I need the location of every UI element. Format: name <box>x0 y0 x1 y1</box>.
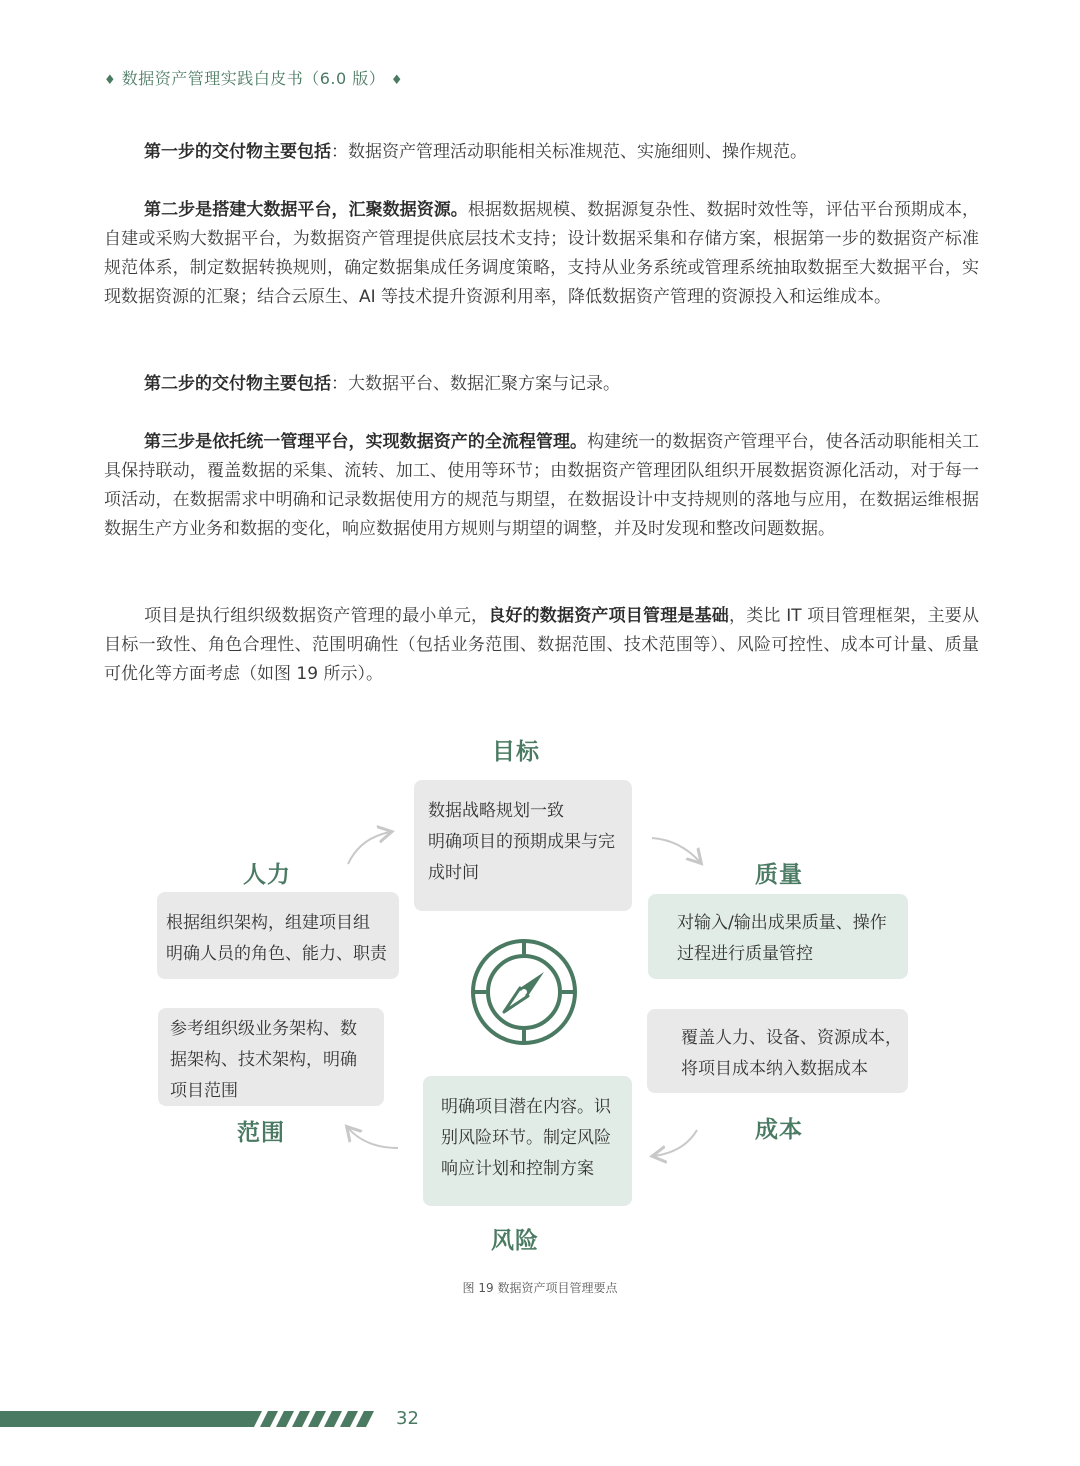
box-line: 明确项目的预期成果与完 <box>428 832 615 852</box>
box-line: 覆盖人力、设备、资源成本， <box>681 1028 902 1048</box>
label-cost: 成本 <box>755 1117 803 1143</box>
footer-stripe-bar <box>0 1411 374 1427</box>
paragraph-text: ：数据资产管理活动职能相关标准规范、实施细则、操作规范。 <box>331 142 807 162</box>
compass-icon <box>473 941 575 1043</box>
box-line: 明确人员的角色、能力、职责 <box>166 944 387 964</box>
paragraph-bold-lead: 第一步的交付物主要包括 <box>144 142 331 162</box>
box-scope <box>158 1008 384 1106</box>
cycle-arrow-people-goal <box>348 832 390 864</box>
label-goal: 目标 <box>492 739 540 765</box>
box-line: 对输入/输出成果质量、操作 <box>677 913 887 933</box>
page-number: 32 <box>396 1408 419 1429</box>
diamond-icon: ♦ <box>390 73 404 88</box>
box-line: 据架构、技术架构，明确 <box>170 1050 357 1070</box>
paragraph-bold-lead: 第三步是依托统一管理平台，实现数据资产的全流程管理。 <box>144 432 588 452</box>
paragraph-text: ：大数据平台、数据汇聚方案与记录。 <box>331 374 620 394</box>
box-line: 明确项目潜在内容。识 <box>441 1097 611 1117</box>
box-line: 过程进行质量管控 <box>677 944 813 964</box>
box-line: 项目范围 <box>170 1081 238 1101</box>
paragraph-bold-lead: 第二步的交付物主要包括 <box>144 374 331 394</box>
box-line: 响应计划和控制方案 <box>441 1159 594 1179</box>
paragraph-text: ，类比 IT 项目管理框架，主要从目标一致性、角色合理性、范围明确性（包括业务范围、数据范围、技术范围等）、风险可控性、成本可计量、质量可优化等方面考虑（如图 19 所示）。 <box>104 606 979 684</box>
box-cost <box>647 1009 908 1093</box>
box-line: 数据战略规划一致 <box>428 801 564 821</box>
box-line: 别风险环节。制定风险 <box>441 1128 611 1148</box>
label-quality: 质量 <box>755 862 803 888</box>
figure-caption: 图 19 数据资产项目管理要点 <box>462 1281 618 1295</box>
diamond-icon: ♦ <box>104 73 117 88</box>
cycle-arrow-cost-risk <box>654 1130 697 1156</box>
box-line: 成时间 <box>428 863 479 883</box>
box-risk <box>423 1076 632 1206</box>
paragraph-text: 根据数据规模、数据源复杂性、数据时效性等，评估平台预期成本，自建或采购大数据平台，为数据资产管理提供底层技术支持；设计数据采集和存储方案，根据第一步的数据资产标准规范体系，制定数据转换规则，确定数据集成任务调度策略，支持从业务系统或管理系统抽取数据至大数据平台，实现数据资源的汇聚；结合云原生、AI 等技术提升资源利用率，降低数据资产管理的资源投入和运维成本。 <box>104 200 980 307</box>
label-risk: 风险 <box>491 1228 539 1254</box>
box-people <box>157 892 399 979</box>
paragraph-text: 构建统一的数据资产管理平台，使各活动职能相关工具保持联动，覆盖数据的采集、流转、加工、使用等环节；由数据资产管理团队组织开展数据资源化活动，对于每一项活动，在数据需求中明确和记录数据使用方的规范与期望，在数据设计中支持规则的落地与应用，在数据运维根据数据生产方业务和数据的变化，响应数据使用方规则与期望的调整，并及时发现和整改问题数据。 <box>104 432 980 539</box>
box-line: 根据组织架构，组建项目组 <box>166 913 370 933</box>
cycle-arrow-risk-scope <box>348 1128 398 1148</box>
running-header-title: 数据资产管理实践白皮书（6.0 版） <box>121 69 386 88</box>
box-goal <box>414 780 632 911</box>
box-line: 将项目成本纳入数据成本 <box>681 1059 868 1079</box>
label-scope: 范围 <box>237 1120 285 1146</box>
label-people: 人力 <box>243 862 291 888</box>
box-line: 参考组织级业务架构、数 <box>170 1019 357 1039</box>
box-quality <box>648 894 908 979</box>
cycle-arrow-goal-quality <box>652 838 700 862</box>
paragraph-bold-lead: 良好的数据资产项目管理是基础 <box>488 606 729 626</box>
paragraph-text-pre: 项目是执行组织级数据资产管理的最小单元， <box>144 606 489 626</box>
paragraph-bold-lead: 第二步是搭建大数据平台，汇聚数据资源。 <box>144 200 468 220</box>
